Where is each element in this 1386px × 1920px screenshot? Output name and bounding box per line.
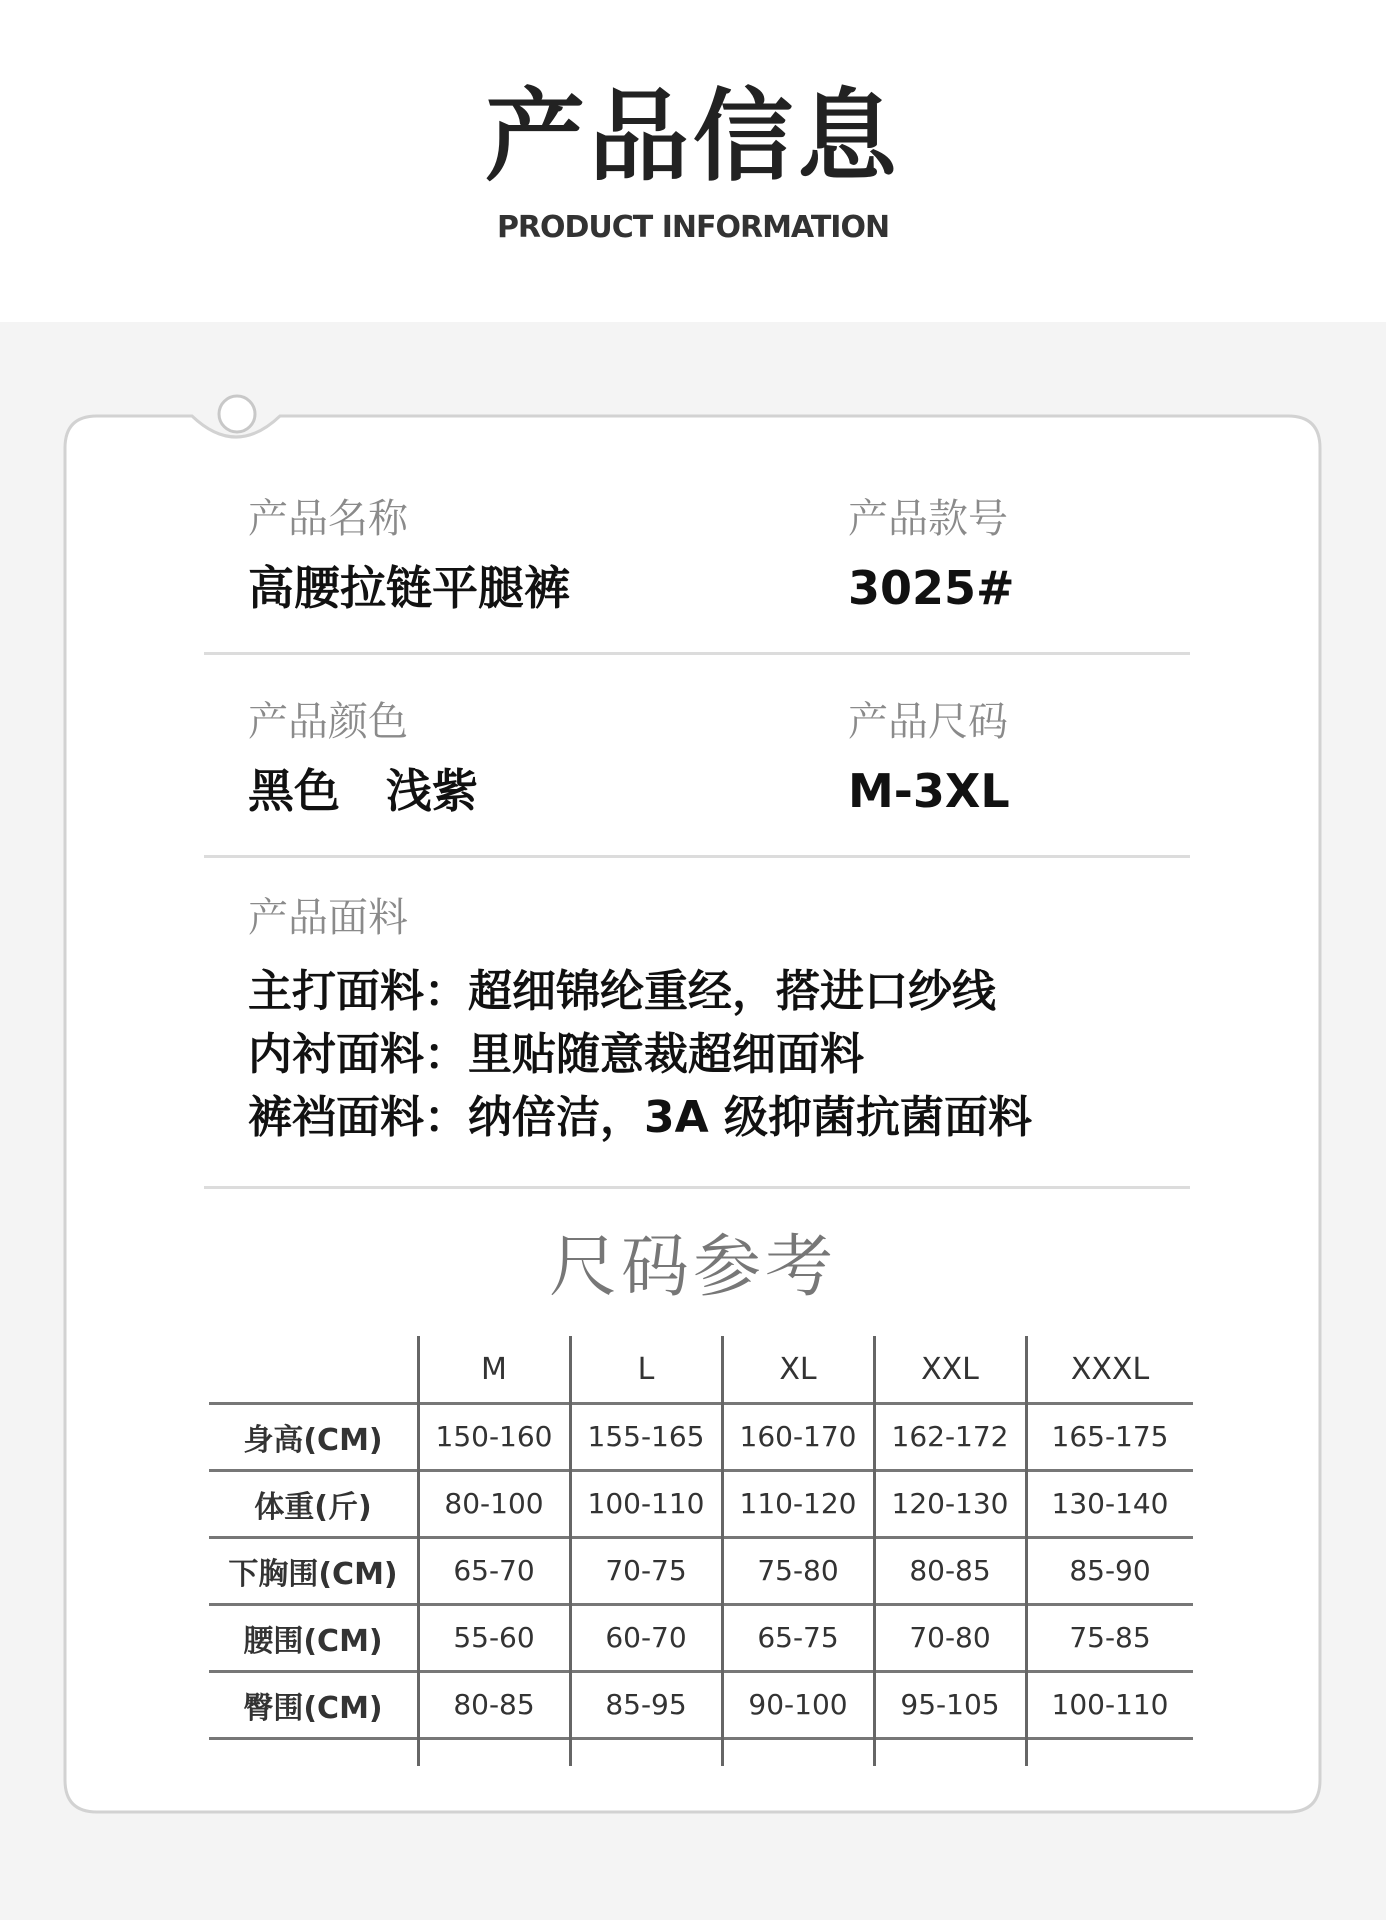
row-label-waist: 腰围(CM) bbox=[243, 1623, 383, 1659]
fabric-line: 内衬面料：里贴随意裁超细面料 bbox=[248, 1029, 864, 1080]
row-label-underbust: 下胸围(CM) bbox=[228, 1556, 398, 1592]
table-cell: 165-175 bbox=[1051, 1420, 1169, 1453]
row-label-weight: 体重(斤) bbox=[254, 1489, 372, 1525]
table-cell: 130-140 bbox=[1051, 1487, 1169, 1520]
table-cell: 162-172 bbox=[891, 1420, 1009, 1453]
size-chart-title: 尺码参考 bbox=[548, 1228, 837, 1307]
product-style-label: 产品款号 bbox=[848, 496, 1008, 542]
product-color-value: 黑色 浅紫 bbox=[248, 764, 478, 818]
table-cell: 70-75 bbox=[605, 1554, 687, 1587]
divider bbox=[204, 855, 1190, 858]
table-cell: 100-110 bbox=[1051, 1688, 1169, 1721]
table-cell: 95-105 bbox=[900, 1688, 1000, 1721]
fabric-list bbox=[248, 960, 1032, 1149]
fabric-line: 主打面料：超细锦纶重经，搭进口纱线 bbox=[248, 966, 996, 1017]
table-cell: 80-85 bbox=[453, 1688, 535, 1721]
table-cell: 100-110 bbox=[587, 1487, 705, 1520]
row-label-hip: 臀围(CM) bbox=[243, 1690, 383, 1726]
tag-hole-icon bbox=[219, 396, 255, 432]
size-chart-table bbox=[209, 1336, 1193, 1766]
product-color-label: 产品颜色 bbox=[248, 699, 408, 745]
product-name-field bbox=[248, 494, 570, 616]
table-cell: 75-80 bbox=[757, 1554, 839, 1587]
page-title: 产品信息 bbox=[485, 78, 901, 195]
table-cell: 80-85 bbox=[909, 1554, 991, 1587]
page-subtitle: PRODUCT INFORMATION bbox=[496, 210, 890, 245]
product-size-label: 产品尺码 bbox=[848, 699, 1008, 745]
product-name-label: 产品名称 bbox=[248, 496, 408, 542]
product-style-value: 3025# bbox=[848, 561, 1015, 615]
column-header-m: M bbox=[481, 1351, 507, 1387]
product-color-field bbox=[248, 697, 478, 819]
product-fabric-label: 产品面料 bbox=[248, 895, 408, 941]
table-cell: 70-80 bbox=[909, 1621, 991, 1654]
column-header-xl: XL bbox=[779, 1351, 817, 1387]
table-cell: 75-85 bbox=[1069, 1621, 1151, 1654]
column-header-xxl: XXL bbox=[921, 1351, 979, 1387]
product-fabric-field bbox=[248, 893, 408, 943]
fabric-line: 裤裆面料：纳倍洁，3A 级抑菌抗菌面料 bbox=[248, 1092, 1032, 1143]
table-cell: 150-160 bbox=[435, 1420, 553, 1453]
column-header-xxxl: XXXL bbox=[1070, 1351, 1150, 1387]
table-cell: 160-170 bbox=[739, 1420, 857, 1453]
table-cell: 65-75 bbox=[757, 1621, 839, 1654]
divider bbox=[204, 652, 1190, 655]
page-header bbox=[0, 0, 1386, 322]
table-cell: 65-70 bbox=[453, 1554, 535, 1587]
product-size-value: M-3XL bbox=[848, 764, 1010, 818]
row-label-height: 身高(CM) bbox=[243, 1422, 383, 1458]
column-header-l: L bbox=[637, 1351, 655, 1387]
table-cell: 155-165 bbox=[587, 1420, 705, 1453]
product-name-value: 高腰拉链平腿裤 bbox=[248, 561, 570, 615]
product-size-field bbox=[848, 697, 1010, 819]
product-style-field bbox=[848, 494, 1015, 616]
table-cell: 55-60 bbox=[453, 1621, 535, 1654]
table-rule bbox=[209, 1737, 1193, 1740]
table-cell: 90-100 bbox=[748, 1688, 848, 1721]
divider bbox=[204, 1186, 1190, 1189]
table-cell: 60-70 bbox=[605, 1621, 687, 1654]
table-cell: 85-90 bbox=[1069, 1554, 1151, 1587]
table-cell: 120-130 bbox=[891, 1487, 1009, 1520]
table-cell: 110-120 bbox=[739, 1487, 857, 1520]
table-cell: 85-95 bbox=[605, 1688, 687, 1721]
table-cell: 80-100 bbox=[444, 1487, 544, 1520]
